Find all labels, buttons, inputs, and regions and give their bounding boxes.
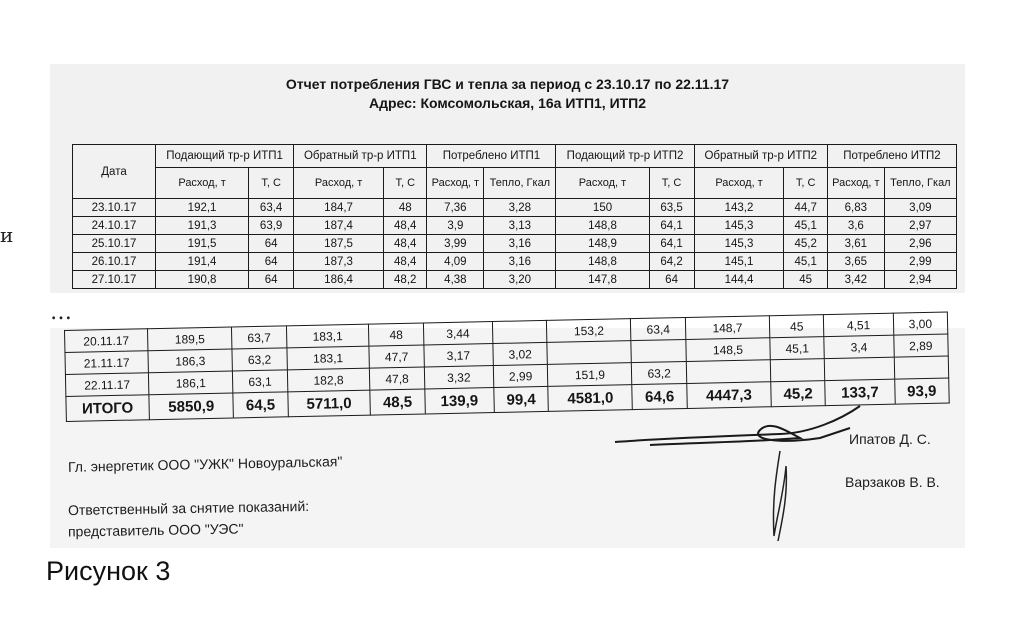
stray-letter: и	[0, 223, 14, 247]
value-cell: 3,02	[493, 342, 548, 365]
column-subheader: Т, С	[249, 168, 294, 199]
value-cell: 191,4	[156, 253, 249, 271]
scan-bottom-fragment	[50, 316, 965, 548]
chief-engineer-label: Гл. энергетик ООО "УЖК" Новоуральская"	[67, 453, 343, 475]
value-cell: 4,38	[427, 271, 484, 289]
value-cell: 186,4	[294, 271, 384, 289]
value-cell: 64	[249, 235, 294, 253]
total-value: 64,6	[632, 383, 687, 409]
date-cell: 26.10.17	[73, 253, 156, 271]
value-cell	[492, 320, 547, 343]
value-cell: 144,4	[694, 271, 784, 289]
value-cell: 3,99	[427, 235, 484, 253]
value-cell: 3,20	[484, 271, 556, 289]
column-subheader: Расход, т	[827, 168, 884, 199]
value-cell: 145,3	[694, 217, 784, 235]
value-cell: 64,2	[649, 253, 694, 271]
value-cell: 64	[249, 253, 294, 271]
value-cell: 192,1	[156, 199, 249, 217]
value-cell: 63,5	[649, 199, 694, 217]
total-value: 139,9	[424, 388, 494, 414]
value-cell: 45,1	[784, 253, 827, 271]
value-cell: 3,09	[884, 199, 956, 217]
value-cell: 48,2	[384, 271, 427, 289]
table-row	[73, 271, 957, 289]
value-cell: 63,4	[631, 317, 686, 340]
value-cell: 153,2	[547, 319, 632, 343]
column-subheader: Тепло, Гкал	[884, 168, 956, 199]
value-cell: 63,4	[249, 199, 294, 217]
value-cell: 183,1	[286, 324, 369, 348]
total-value: 45,2	[771, 381, 826, 407]
date-cell: 25.10.17	[73, 235, 156, 253]
value-cell: 190,8	[156, 271, 249, 289]
table-row	[73, 199, 957, 217]
date-cell: 24.10.17	[73, 217, 156, 235]
value-cell: 3,9	[427, 217, 484, 235]
value-cell: 44,7	[784, 199, 827, 217]
group-header: Обратный тр-р ИТП1	[294, 145, 427, 168]
group-header: Потреблено ИТП2	[827, 145, 956, 168]
value-cell: 187,5	[294, 235, 384, 253]
value-cell: 3,17	[424, 344, 494, 367]
value-cell: 3,61	[827, 235, 884, 253]
value-cell	[770, 359, 825, 382]
total-value: 48,5	[370, 389, 425, 415]
value-cell: 45,1	[770, 337, 825, 360]
value-cell: 2,94	[884, 271, 956, 289]
value-cell: 48,4	[384, 217, 427, 235]
value-cell: 48,4	[384, 235, 427, 253]
value-cell: 183,1	[286, 346, 369, 370]
value-cell: 3,00	[893, 312, 948, 335]
total-value: 133,7	[825, 379, 895, 405]
value-cell: 64	[249, 271, 294, 289]
figure-caption: Рисунок 3	[46, 556, 171, 586]
value-cell: 63,1	[233, 370, 288, 393]
value-cell: 148,8	[556, 253, 649, 271]
value-cell	[547, 341, 632, 365]
date-cell: 21.11.17	[65, 351, 148, 375]
value-cell: 150	[556, 199, 649, 217]
total-value: 4581,0	[548, 385, 633, 412]
value-cell	[686, 360, 771, 384]
total-value: 5711,0	[287, 390, 370, 417]
total-value: 93,9	[894, 378, 949, 404]
column-subheader: Расход, т	[427, 168, 484, 199]
column-subheader: Т, С	[384, 168, 427, 199]
value-cell: 145,3	[694, 235, 784, 253]
column-subheader: Расход, т	[694, 168, 784, 199]
value-cell: 48,4	[384, 253, 427, 271]
total-value: 64,5	[233, 392, 288, 418]
value-cell: 4,51	[824, 313, 894, 336]
value-cell: 3,28	[484, 199, 556, 217]
value-cell: 48	[369, 323, 424, 346]
column-subheader: Расход, т	[294, 168, 384, 199]
column-subheader: Т, С	[649, 168, 694, 199]
value-cell: 47,8	[370, 367, 425, 390]
group-header: Подающий тр-р ИТП2	[556, 145, 694, 168]
ellipsis: …	[50, 300, 72, 325]
value-cell: 148,9	[556, 235, 649, 253]
column-subheader: Тепло, Гкал	[484, 168, 556, 199]
responsible-org: представитель ООО "УЭС"	[67, 520, 244, 540]
value-cell: 3,16	[484, 235, 556, 253]
value-cell	[631, 339, 686, 362]
table-row	[73, 235, 957, 253]
value-cell: 3,44	[423, 322, 493, 345]
value-cell: 2,89	[893, 334, 948, 357]
date-cell: 20.11.17	[65, 329, 148, 353]
signature-varzakov	[762, 446, 802, 546]
value-cell: 63,2	[232, 348, 287, 371]
value-cell: 148,5	[686, 338, 771, 362]
value-cell: 64,1	[649, 235, 694, 253]
value-cell: 63,7	[232, 326, 287, 349]
value-cell	[825, 357, 895, 380]
value-cell: 3,16	[484, 253, 556, 271]
column-subheader: Т, С	[784, 168, 827, 199]
value-cell: 147,8	[556, 271, 649, 289]
date-header: Дата	[73, 145, 156, 199]
value-cell: 148,8	[556, 217, 649, 235]
value-cell: 6,83	[827, 199, 884, 217]
value-cell: 45,2	[784, 235, 827, 253]
total-value: 4447,3	[687, 382, 772, 409]
value-cell: 3,4	[824, 335, 894, 358]
value-cell: 186,3	[148, 349, 233, 373]
value-cell: 186,1	[148, 371, 233, 395]
value-cell: 187,3	[294, 253, 384, 271]
value-cell: 47,7	[369, 345, 424, 368]
value-cell: 143,2	[694, 199, 784, 217]
chief-engineer-name: Ипатов Д. С.	[849, 431, 931, 447]
total-label: ИТОГО	[66, 395, 150, 422]
value-cell: 3,13	[484, 217, 556, 235]
value-cell: 151,9	[548, 363, 633, 387]
scan-top-fragment	[50, 64, 965, 293]
total-value: 99,4	[494, 386, 549, 412]
value-cell: 2,96	[884, 235, 956, 253]
value-cell: 63,9	[249, 217, 294, 235]
value-cell: 4,09	[427, 253, 484, 271]
date-cell: 27.10.17	[73, 271, 156, 289]
signature-ipatov	[610, 400, 870, 470]
value-cell: 2,99	[493, 364, 548, 387]
value-cell: 145,1	[694, 253, 784, 271]
value-cell: 45,1	[784, 217, 827, 235]
column-subheader: Расход, т	[556, 168, 649, 199]
table-row	[73, 217, 957, 235]
report-address: Адрес: Комсомольская, 16а ИТП1, ИТП2	[368, 95, 647, 111]
table-row	[73, 253, 957, 271]
consumption-table-top	[72, 144, 957, 289]
value-cell: 148,7	[685, 316, 770, 340]
date-cell: 22.11.17	[65, 373, 148, 397]
value-cell: 64,1	[649, 217, 694, 235]
value-cell: 64	[649, 271, 694, 289]
value-cell: 3,42	[827, 271, 884, 289]
column-subheader: Расход, т	[156, 168, 249, 199]
value-cell: 45	[769, 315, 824, 338]
value-cell: 3,32	[424, 366, 494, 389]
value-cell: 63,2	[632, 361, 687, 384]
group-header: Обратный тр-р ИТП2	[694, 145, 827, 168]
value-cell: 191,3	[156, 217, 249, 235]
value-cell: 48	[384, 199, 427, 217]
value-cell: 187,4	[294, 217, 384, 235]
value-cell	[894, 356, 949, 379]
value-cell: 182,8	[287, 368, 370, 392]
group-header: Подающий тр-р ИТП1	[156, 145, 294, 168]
value-cell: 45	[784, 271, 827, 289]
date-cell: 23.10.17	[73, 199, 156, 217]
value-cell: 2,97	[884, 217, 956, 235]
value-cell: 189,5	[147, 327, 232, 351]
value-cell: 3,65	[827, 253, 884, 271]
value-cell: 2,99	[884, 253, 956, 271]
value-cell: 191,5	[156, 235, 249, 253]
responsible-label: Ответственный за снятие показаний:	[67, 497, 310, 519]
total-value: 5850,9	[149, 393, 234, 420]
value-cell: 7,36	[427, 199, 484, 217]
responsible-name: Варзаков В. В.	[845, 474, 940, 490]
report-title: Отчет потребления ГВС и тепла за период с 23.10.17 по 22.11.17	[285, 76, 730, 92]
value-cell: 3,6	[827, 217, 884, 235]
value-cell: 184,7	[294, 199, 384, 217]
group-header: Потреблено ИТП1	[427, 145, 556, 168]
